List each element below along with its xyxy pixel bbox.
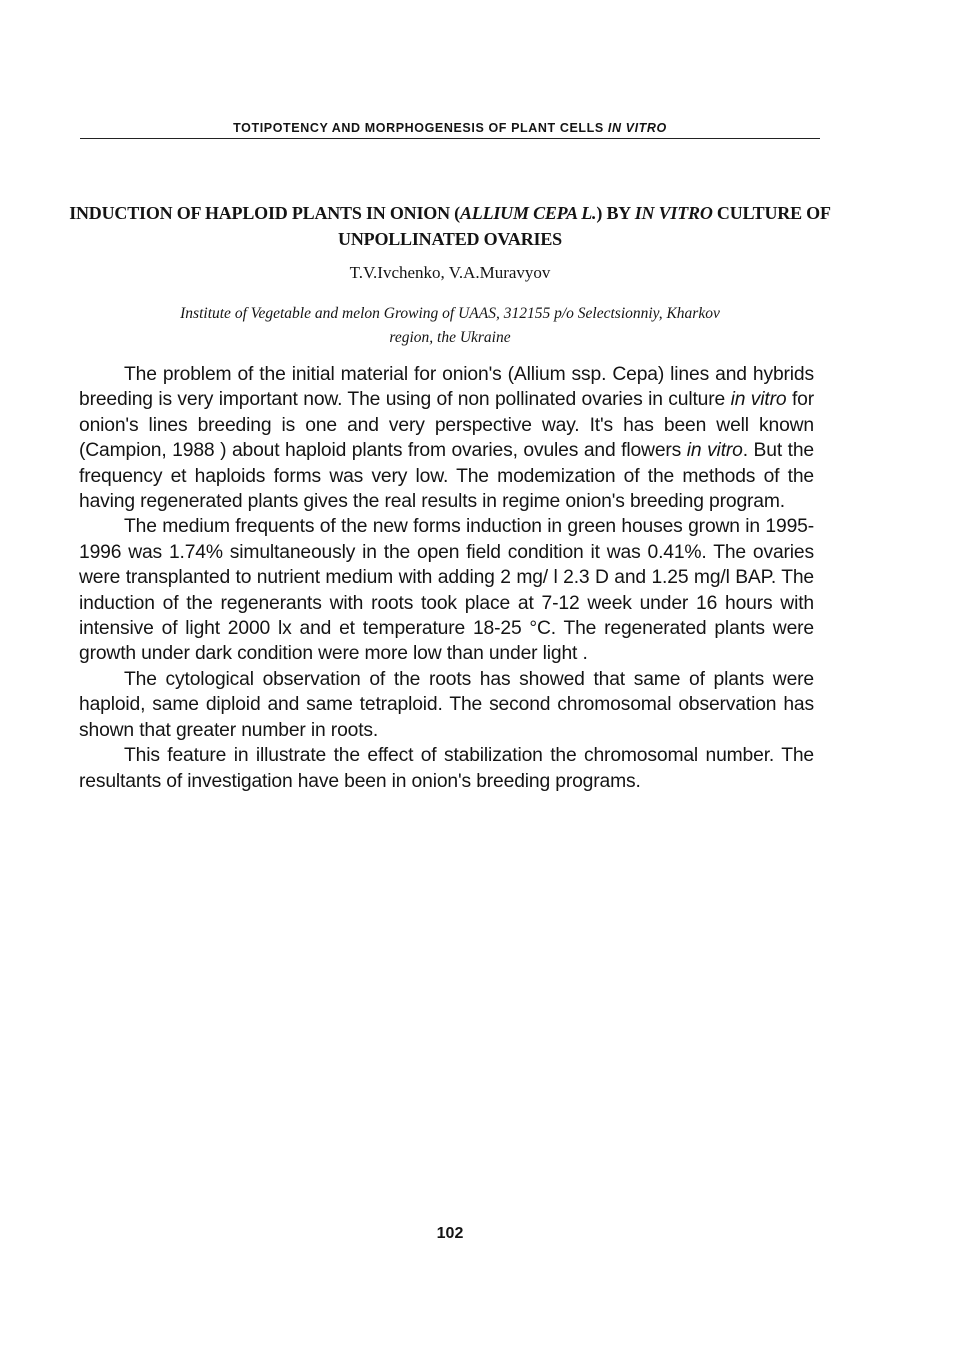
title-species: ALLIUM CEPA L. (459, 203, 597, 223)
paragraph-1 (79, 362, 814, 514)
running-header (80, 120, 820, 136)
article-title (60, 200, 840, 252)
affiliation-line-2: region, the Ukraine (389, 329, 511, 346)
running-header-text: TOTIPOTENCY AND MORPHOGENESIS OF PLANT CELLS (233, 121, 604, 135)
title-part-3: ) BY (596, 203, 635, 223)
paragraph-1-text-c: for onion's lines breeding is one and very perspective way. It's has been well known (Campion, 1988 ) about haploid plants from ovaries, ovules and flowers (79, 389, 815, 462)
authors: T.V.Ivchenko, V.A.Muravyov (349, 263, 551, 282)
title-part-1: INDUCTION OF HAPLOID PLANTS IN ONION ( (69, 203, 460, 223)
paragraph-1-italic-b: in vitro (730, 389, 787, 411)
title-part-5: CULTURE OF UNPOLLINATED OVARIES (338, 203, 831, 249)
title-in-vitro: IN VITRO (634, 203, 713, 223)
header-rule (80, 138, 820, 139)
paragraph-4: This feature in illustrate the effect of stabilization the chromosomal number. The resultants of investigation have been in onion's breeding programs. (79, 745, 814, 792)
affiliation-line-1: Institute of Vegetable and melon Growing of UAAS, 312155 p/o Selectsionniy, Kharkov (180, 305, 720, 322)
paragraph-1-italic-d: in vitro (686, 440, 743, 462)
page-number: 102 (436, 1225, 464, 1242)
paragraph-3: The cytological observation of the roots has showed that same of plants were haploid, same diploid and same tetraploid. The second chromosomal observation has shown that greater number in roots. (79, 668, 814, 741)
paragraph-1-text-e: . But the frequency et haploids forms was very low. The modemization of the methods of the having regenerated plants gives the real results in regime onion's breeding program. (79, 440, 814, 513)
paragraph-1-text-a: The problem of the initial material for onion's (Allium ssp. Cepa) lines and hybrids breeding is very important now. The using of non pollinated ovaries in culture (79, 364, 814, 411)
affiliation (80, 302, 820, 350)
running-header-italic: IN VITRO (607, 121, 667, 135)
paragraph-2: The medium frequents of the new forms induction in green houses grown in 1995-1996 was 1.74% simultaneously in the open field condition it was 0.41%. The ovaries were transplanted to nutrient medium with adding 2 mg/ l 2.3 D and 1.25 mg/l BAP. The induction of the regenerants with roots took place at 7-12 week under 16 hours with intensive of light 2000 lx and et temperature 18-25 °C. The regenerated plants were growth under dark condition were more low than under light . (79, 516, 814, 665)
abstract-body (79, 362, 814, 794)
